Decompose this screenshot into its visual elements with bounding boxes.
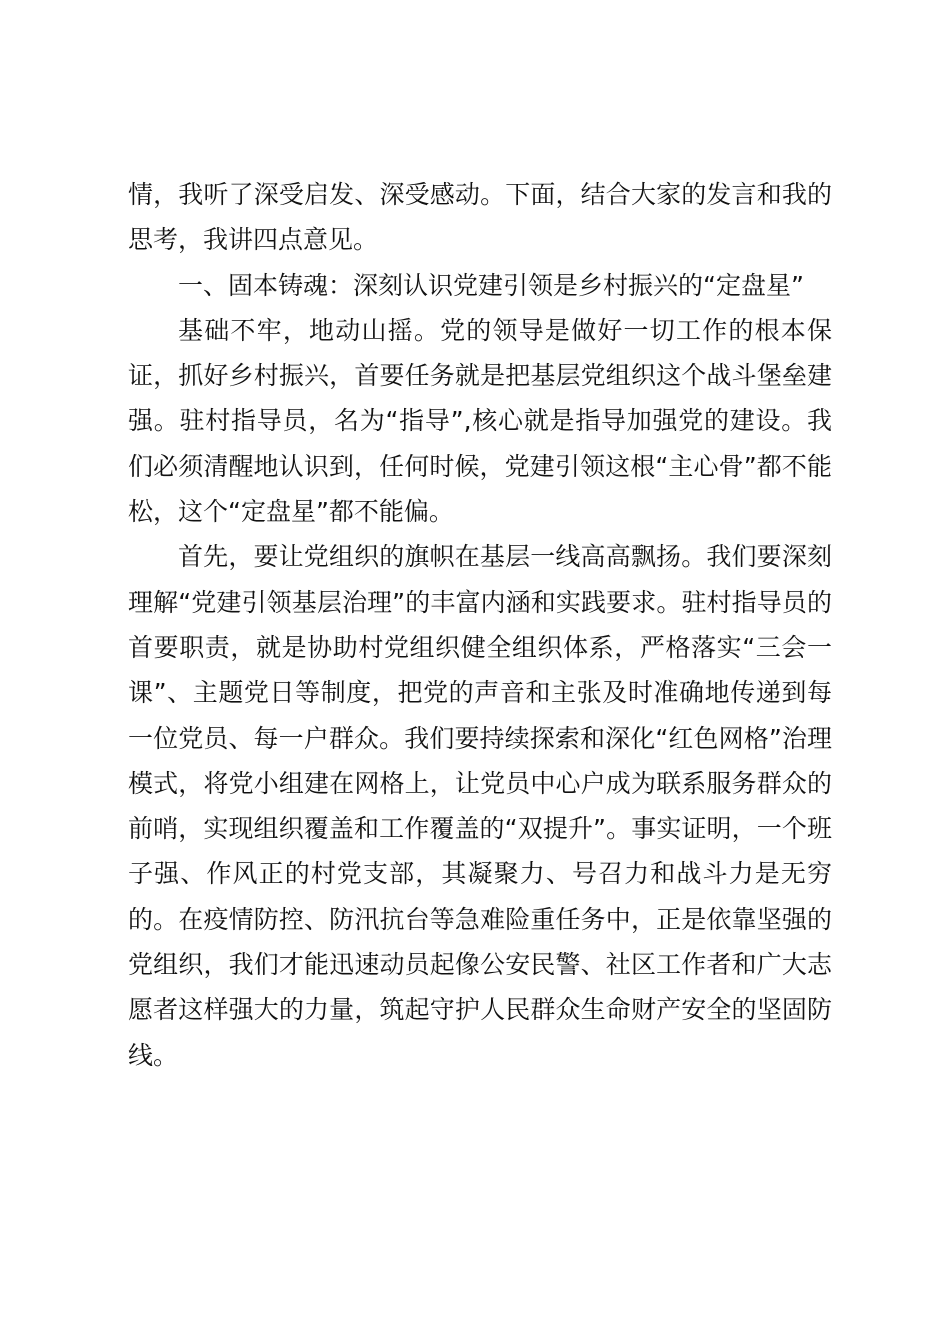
paragraph: 基础不牢，地动山摇。党的领导是做好一切工作的根本保证，抓好乡村振兴，首要任务就是把基层党组织这个战斗堡垒建强。驻村指导员，名为“指导”,核心就是指导加强党的建设。我们必须清醒地认识到，任何时候，党建引领这根“主心骨”都不能松，这个“定盘星”都不能偏。 xyxy=(128,315,832,527)
section-heading: 一、固本铸魂：深刻认识党建引领是乡村振兴的“定盘星” xyxy=(178,270,804,300)
document-body xyxy=(128,172,832,1078)
paragraph: 首先，要让党组织的旗帜在基层一线高高飘扬。我们要深刻理解“党建引领基层治理”的丰富内涵和实践要求。驻村指导员的首要职责，就是协助村党组织健全组织体系，严格落实“三会一课”、主题党日等制度，把党的声音和主张及时准确地传递到每一位党员、每一户群众。我们要持续探索和深化“红色网格”治理模式，将党小组建在网格上，让党员中心户成为联系服务群众的前哨，实现组织覆盖和工作覆盖的“双提升”。事实证明，一个班子强、作风正的村党支部，其凝聚力、号召力和战斗力是无穷的。在疫情防控、防汛抗台等急难险重任务中，正是依靠坚强的党组织，我们才能迅速动员起像公安民警、社区工作者和广大志愿者这样强大的力量，筑起守护人民群众生命财产安全的坚固防线。 xyxy=(128,542,832,1070)
paragraph-continuation: 情，我听了深受启发、深受感动。下面，结合大家的发言和我的思考，我讲四点意见。 xyxy=(128,180,832,255)
